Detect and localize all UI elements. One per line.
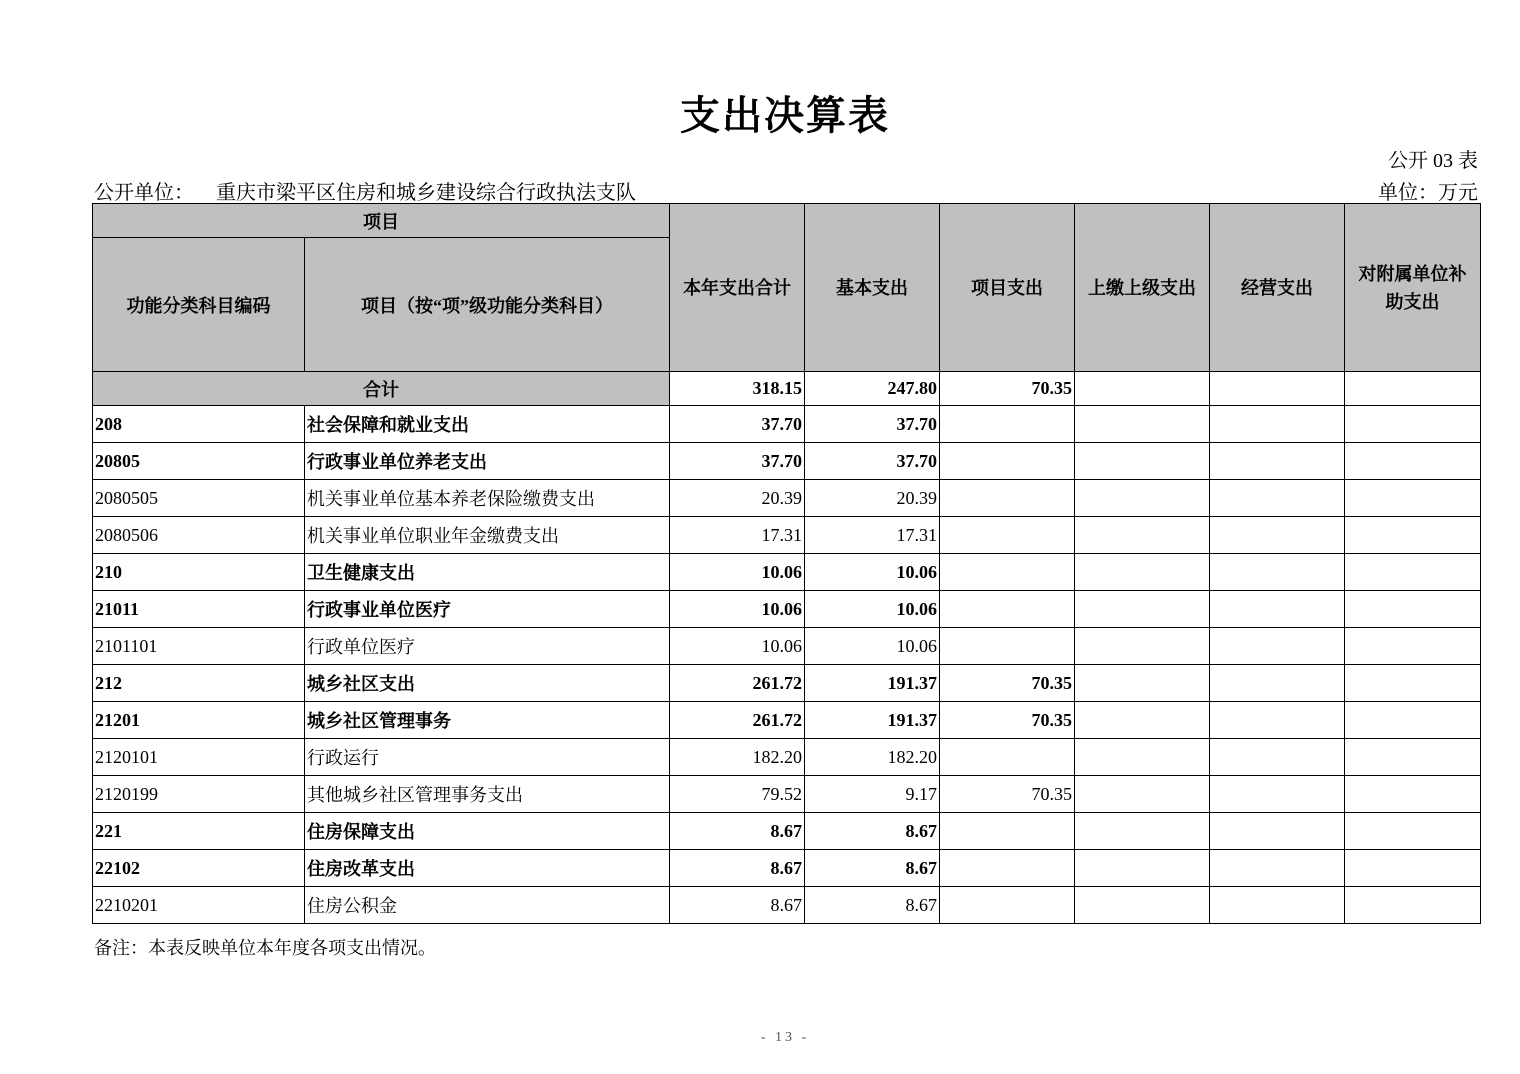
total-cell: 10.06 [670,591,805,628]
total-subsidy [1345,372,1481,406]
table-row [93,628,1481,665]
name-cell: 住房公积金 [305,887,670,924]
code-cell: 22102 [93,850,305,887]
upper-payment-cell [1075,739,1210,776]
business-cell [1210,776,1345,813]
subsidy-cell [1345,480,1481,517]
name-cell: 社会保障和就业支出 [305,406,670,443]
project-expense-cell [940,443,1075,480]
project-expense-cell [940,887,1075,924]
upper-payment-cell [1075,517,1210,554]
footnote: 备注：本表反映单位本年度各项支出情况。 [94,938,436,958]
upper-payment-cell [1075,887,1210,924]
name-cell: 其他城乡社区管理事务支出 [305,776,670,813]
header-name: 项目（按“项”级功能分类科目） [305,238,670,372]
table-row [93,739,1481,776]
upper-payment-cell [1075,850,1210,887]
code-cell: 20805 [93,443,305,480]
table-row [93,813,1481,850]
project-expense-cell [940,850,1075,887]
header-code: 功能分类科目编码 [93,238,305,372]
page-title: 支出决算表 [680,93,890,138]
header-subsidy: 对附属单位补助支出 [1345,204,1481,372]
upper-payment-cell [1075,628,1210,665]
subsidy-cell [1345,517,1481,554]
basic-cell: 8.67 [805,887,940,924]
page-number: - 13 - [760,1030,810,1045]
total-cell: 8.67 [670,850,805,887]
basic-cell: 20.39 [805,480,940,517]
business-cell [1210,443,1345,480]
name-cell: 行政单位医疗 [305,628,670,665]
basic-cell: 8.67 [805,813,940,850]
form-number: 公开 03 表 [1388,150,1478,172]
upper-payment-cell [1075,554,1210,591]
name-cell: 机关事业单位基本养老保险缴费支出 [305,480,670,517]
name-cell: 机关事业单位职业年金缴费支出 [305,517,670,554]
basic-cell: 191.37 [805,702,940,739]
reporting-unit [94,176,636,205]
total-project-expense: 70.35 [940,372,1075,406]
project-expense-cell: 70.35 [940,665,1075,702]
total-cell: 182.20 [670,739,805,776]
upper-payment-cell [1075,776,1210,813]
code-cell: 208 [93,406,305,443]
basic-cell: 191.37 [805,665,940,702]
table-row [93,517,1481,554]
subsidy-cell [1345,739,1481,776]
total-cell: 20.39 [670,480,805,517]
project-expense-cell [940,480,1075,517]
basic-cell: 10.06 [805,591,940,628]
name-cell: 城乡社区支出 [305,665,670,702]
basic-cell: 8.67 [805,850,940,887]
header-project: 项目 [93,204,670,238]
name-cell: 行政事业单位养老支出 [305,443,670,480]
name-cell: 住房保障支出 [305,813,670,850]
table-row [93,776,1481,813]
business-cell [1210,739,1345,776]
expenditure-table [92,203,1481,924]
subsidy-cell [1345,554,1481,591]
total-cell: 10.06 [670,628,805,665]
name-cell: 城乡社区管理事务 [305,702,670,739]
basic-cell: 10.06 [805,554,940,591]
total-basic: 247.80 [805,372,940,406]
upper-payment-cell [1075,702,1210,739]
code-cell: 2080505 [93,480,305,517]
code-cell: 2101101 [93,628,305,665]
basic-cell: 9.17 [805,776,940,813]
header-project-expense: 项目支出 [940,204,1075,372]
code-cell: 21201 [93,702,305,739]
upper-payment-cell [1075,406,1210,443]
basic-cell: 17.31 [805,517,940,554]
total-row [93,372,1481,406]
business-cell [1210,591,1345,628]
business-cell [1210,850,1345,887]
header-total: 本年支出合计 [670,204,805,372]
name-cell: 卫生健康支出 [305,554,670,591]
business-cell [1210,702,1345,739]
unit-prefix: 公开单位： [94,182,194,204]
total-cell: 261.72 [670,702,805,739]
project-expense-cell [940,517,1075,554]
name-cell: 行政事业单位医疗 [305,591,670,628]
basic-cell: 182.20 [805,739,940,776]
code-cell: 2080506 [93,517,305,554]
project-expense-cell: 70.35 [940,702,1075,739]
upper-payment-cell [1075,443,1210,480]
money-unit: 单位：万元 [1378,182,1478,204]
code-cell: 212 [93,665,305,702]
code-cell: 2120101 [93,739,305,776]
project-expense-cell: 70.35 [940,776,1075,813]
project-expense-cell [940,739,1075,776]
table-row [93,665,1481,702]
upper-payment-cell [1075,665,1210,702]
header-upper-payment: 上缴上级支出 [1075,204,1210,372]
table-row [93,591,1481,628]
code-cell: 221 [93,813,305,850]
total-cell: 37.70 [670,406,805,443]
table-row [93,443,1481,480]
subsidy-cell [1345,406,1481,443]
table-row [93,850,1481,887]
business-cell [1210,480,1345,517]
header-row-1 [93,204,1481,238]
subsidy-cell [1345,887,1481,924]
code-cell: 21011 [93,591,305,628]
business-cell [1210,887,1345,924]
total-cell: 10.06 [670,554,805,591]
total-label: 合计 [93,372,670,406]
table-row [93,406,1481,443]
code-cell: 2210201 [93,887,305,924]
upper-payment-cell [1075,480,1210,517]
business-cell [1210,813,1345,850]
basic-cell: 37.70 [805,443,940,480]
table-row [93,480,1481,517]
total-business [1210,372,1345,406]
table-row [93,554,1481,591]
unit-name: 重庆市梁平区住房和城乡建设综合行政执法支队 [216,182,636,204]
basic-cell: 37.70 [805,406,940,443]
total-cell: 8.67 [670,813,805,850]
total-cell: 8.67 [670,887,805,924]
total-upper-payment [1075,372,1210,406]
basic-cell: 10.06 [805,628,940,665]
total-cell: 17.31 [670,517,805,554]
name-cell: 住房改革支出 [305,850,670,887]
table-row [93,702,1481,739]
business-cell [1210,517,1345,554]
subsidy-cell [1345,702,1481,739]
name-cell: 行政运行 [305,739,670,776]
total-cell: 261.72 [670,665,805,702]
project-expense-cell [940,591,1075,628]
subsidy-cell [1345,591,1481,628]
upper-payment-cell [1075,591,1210,628]
subsidy-cell [1345,665,1481,702]
code-cell: 2120199 [93,776,305,813]
header-basic: 基本支出 [805,204,940,372]
business-cell [1210,554,1345,591]
project-expense-cell [940,406,1075,443]
business-cell [1210,628,1345,665]
total-amount: 318.15 [670,372,805,406]
subsidy-cell [1345,443,1481,480]
header-business: 经营支出 [1210,204,1345,372]
project-expense-cell [940,628,1075,665]
business-cell [1210,665,1345,702]
subsidy-cell [1345,813,1481,850]
project-expense-cell [940,554,1075,591]
code-cell: 210 [93,554,305,591]
upper-payment-cell [1075,813,1210,850]
subsidy-cell [1345,850,1481,887]
subsidy-cell [1345,628,1481,665]
total-cell: 79.52 [670,776,805,813]
business-cell [1210,406,1345,443]
total-cell: 37.70 [670,443,805,480]
subsidy-cell [1345,776,1481,813]
table-row [93,887,1481,924]
project-expense-cell [940,813,1075,850]
